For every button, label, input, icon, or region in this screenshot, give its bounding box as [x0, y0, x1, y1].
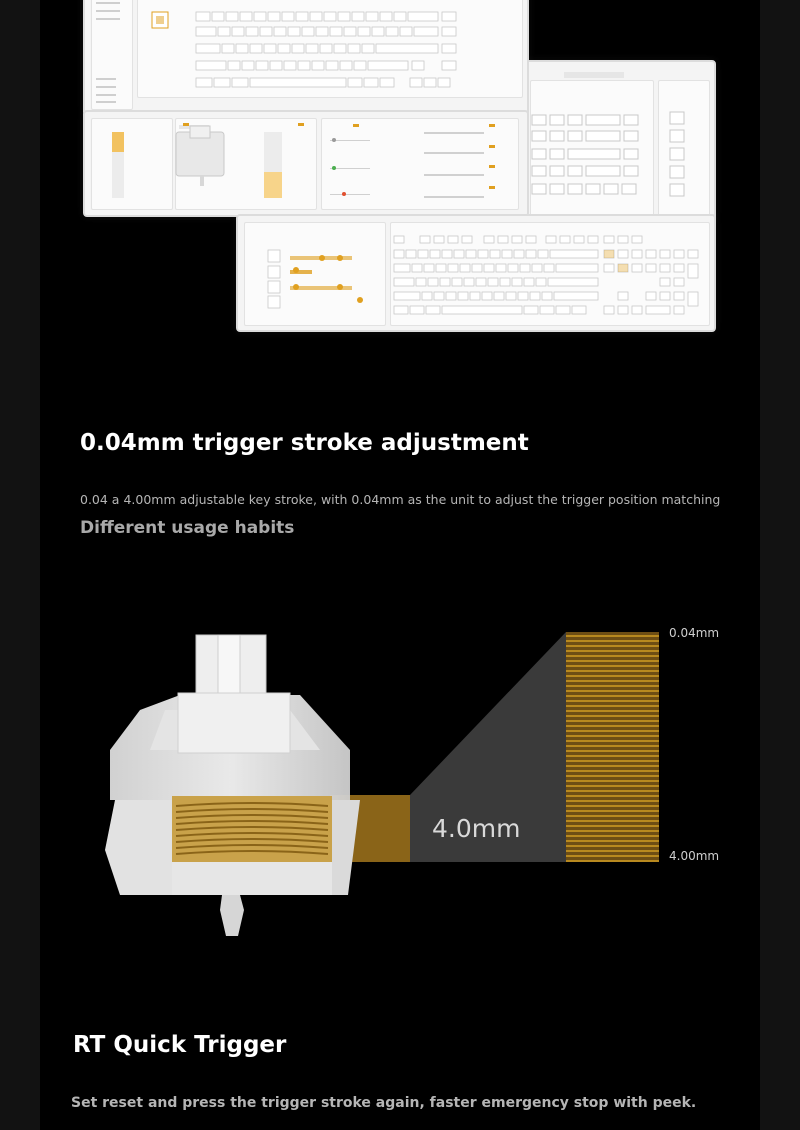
- section2-heading: RT Quick Trigger: [73, 1032, 287, 1058]
- section1-body-line1: 0.04 a 4.00mm adjustable key stroke, with 0.04mm as the unit to adjust the trigger position matching: [80, 492, 721, 507]
- stroke-bottom-label: 4.00mm: [669, 849, 720, 863]
- section1-body-line2: Different usage habits: [80, 518, 295, 538]
- section2-body: Set reset and press the trigger stroke again, faster emergency stop with peek.: [71, 1095, 697, 1111]
- stroke-diagram: [0, 600, 800, 940]
- switch-pin: [220, 895, 244, 936]
- section1-heading: 0.04mm trigger stroke adjustment: [80, 430, 529, 456]
- center-stroke-label: 4.0mm: [432, 814, 521, 843]
- stroke-top-label: 0.04mm: [669, 626, 720, 640]
- switch-bottom-housing: [105, 800, 172, 895]
- collage-details: [0, 0, 800, 340]
- stroke-scale-column: [566, 632, 659, 862]
